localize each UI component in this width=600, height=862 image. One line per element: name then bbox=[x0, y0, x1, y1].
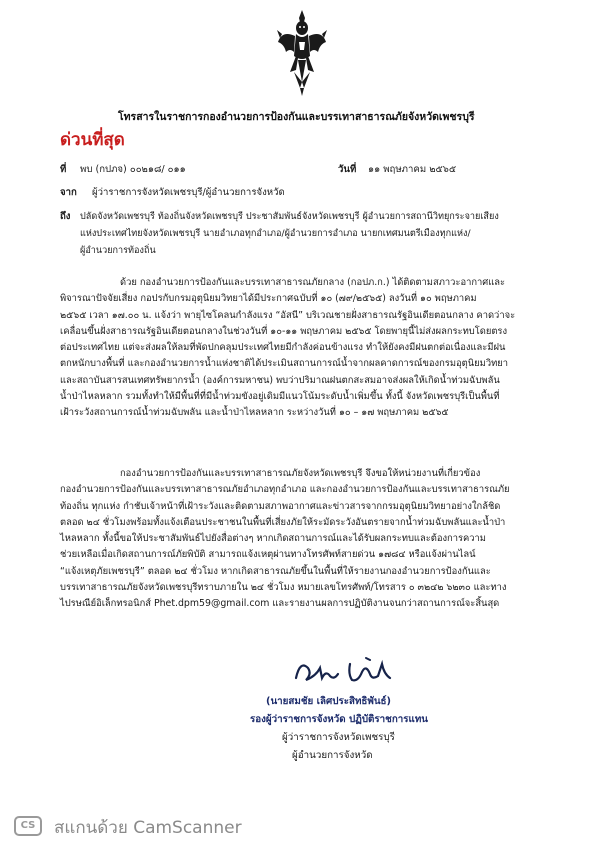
paragraph-line: ท้องถิ่น ทุกแห่ง กำชับเจ้าหน้าที่เฝ้าระวังและติดตามสภาพอากาศและข่าวสารจากกรมอุตุนิยมวิทยาอย่างใกล้ชิด bbox=[60, 500, 501, 512]
paragraph-line: กองอำนวยการป้องกันและบรรเทาสาธารณภัยจังหวัดเพชรบุรี จึงขอให้หน่วยงานที่เกี่ยวข้อง bbox=[120, 468, 481, 479]
paragraph-line: ไปรษณีย์อิเล็กทรอนิกส์ Phet.dpm59@gmail.com และรายงานผลการปฏิบัติงานจนกว่าสถานการณ์จะสิ้นสุด bbox=[60, 598, 500, 610]
paragraph-line: เฝ้าระวังสถานการณ์น้ำท่วมฉับพลัน และน้ำป่าไหลหลาก ระหว่างวันที่ ๑๐ – ๑๗ พฤษภาคม ๒๕๖๕ bbox=[60, 407, 449, 419]
body-paragraph-1 bbox=[60, 275, 560, 422]
date-value: ๑๑ พฤษภาคม ๒๕๖๕ bbox=[368, 164, 457, 175]
paragraph-line: ต่อประเทศไทย แต่จะส่งผลให้ลมที่พัดปกคลุมประเทศไทยมีกำลังค่อนข้างแรง ทำให้ยังคงมีฝนตกต่อเนื่องและมีฝน bbox=[60, 342, 506, 354]
signer-position: ผู้อำนวยการจังหวัด bbox=[292, 750, 373, 761]
document-title: โทรสารในราชการกองอำนวยการป้องกันและบรรเทาสาธารณภัยจังหวัดเพชรบุรี bbox=[118, 111, 475, 123]
urgency-label: ด่วนที่สุด bbox=[60, 130, 125, 150]
garuda-emblem-icon bbox=[276, 8, 328, 98]
signer-name: (นายสมชัย เลิศประสิทธิพันธ์) bbox=[266, 696, 391, 707]
body-paragraph-2 bbox=[60, 466, 560, 613]
signer-position: รองผู้ว่าราชการจังหวัด ปฏิบัติราชการแทน bbox=[250, 714, 428, 725]
date-label: วันที่ bbox=[338, 164, 357, 175]
paragraph-line: และสถาบันสารสนเทศทรัพยากรน้ำ (องค์การมหาชน) พบว่าปริมาณฝนตกสะสมอาจส่งผลให้เกิดน้ำท่วมฉับพลัน bbox=[60, 374, 500, 386]
signer-position: ผู้ว่าราชการจังหวัดเพชรบุรี bbox=[282, 732, 395, 743]
paragraph-line: ไหลหลาก ทั้งนี้ขอให้ประชาสัมพันธ์ไปยังสื่อต่างๆ หากเกิดสถานการณ์และได้รับผลกระทบและต้องการความ bbox=[60, 533, 486, 545]
handwritten-signature bbox=[290, 654, 400, 688]
paragraph-line: “แจ้งเหตุภัยเพชรบุรี” ตลอด ๒๔ ชั่วโมง หากเกิดสาธารณภัยขึ้นในพื้นที่ให้รายงานกองอำนวยการป้องกันและ bbox=[60, 565, 491, 577]
to-line: แห่งประเทศไทยจังหวัดเพชรบุรี นายอำเภอทุกอำเภอ/ผู้อำนวยการอำเภอ นายกเทศมนตรีเมืองทุกแห่ง/ bbox=[80, 229, 471, 239]
paragraph-line: เคลื่อนขึ้นฝั่งสาธารณรัฐอินเดียตอนกลางในช่วงวันที่ ๑๐-๑๑ พฤษภาคม ๒๕๖๕ โดยพายุนี้ไม่ส่งผลกระทบโดยตรง bbox=[60, 325, 508, 337]
from-value: ผู้ว่าราชการจังหวัดเพชรบุรี/ผู้อำนวยการจังหวัด bbox=[92, 187, 285, 198]
paragraph-line: ตลอด ๒๔ ชั่วโมงพร้อมทั้งแจ้งเตือนประชาชนในพื้นที่เสี่ยงภัยให้ระมัดระวังอันตรายจากน้ำท่วมฉับพลันและน้ำป่า bbox=[60, 516, 506, 528]
from-label: จาก bbox=[60, 187, 77, 198]
camscanner-watermark: สแกนด้วย CamScanner bbox=[54, 818, 242, 838]
ref-label: ที่ bbox=[60, 164, 67, 175]
to-line: ผู้อำนวยการท้องถิ่น bbox=[80, 246, 156, 256]
paragraph-line: ๒๕๖๕ เวลา ๑๗.๐๐ น. แจ้งว่า พายุไซโคลนกำลังแรง “อัสนี” บริเวณชายฝั่งสาธารณรัฐอินเดียตอนกลาง คาดว่าจะ bbox=[60, 309, 516, 321]
paragraph-line: พิจารณาปัจจัยเสี่ยง กอปรกับกรมอุตุนิยมวิทยาได้มีประกาศฉบับที่ ๑๐ (๗๙/๒๕๖๕) ลงวันที่ ๑๐ พฤษภาคม bbox=[60, 293, 477, 305]
paragraph-line: บรรเทาสาธารณภัยจังหวัดเพชรบุรีทราบภายใน ๒๔ ชั่วโมง หมายเลขโทรศัพท์/โทรสาร ๐ ๓๒๔๒ ๖๒๓๐ และทาง bbox=[60, 582, 507, 594]
paragraph-line: น้ำป่าไหลหลาก รวมทั้งทำให้มีพื้นที่ที่มีน้ำท่วมขังอยู่เดิมมีแนวโน้มระดับน้ำเพิ่มขึ้น ทั้งนี้ จังหวัดเพชรบุรีเป็นพื้นที่ bbox=[60, 391, 500, 403]
paragraph-line: กองอำนวยการป้องกันและบรรเทาสาธารณภัยอำเภอทุกอำเภอ และกองอำนวยการป้องกันและบรรเทาสาธารณภัย bbox=[60, 484, 510, 496]
to-label: ถึง bbox=[60, 211, 71, 222]
paragraph-line: ช่วยเหลือเมื่อเกิดสถานการณ์ภัยพิบัติ สามารถแจ้งเหตุผ่านทางโทรศัพท์สายด่วน ๑๗๘๔ หรือแจ้งผ่านไลน์ bbox=[60, 549, 476, 561]
ref-value: พบ (กปภจ) ๐๐๒๑๘/ ๐๑๑ bbox=[80, 164, 186, 175]
paragraph-line: ตกหนักบางพื้นที่ และกองอำนวยการน้ำแห่งชาติได้ประเมินสถานการณ์น้ำจากผลคาดการณ์ของกรมอุตุนิยมวิทยา bbox=[60, 358, 509, 370]
camscanner-logo-icon: CS bbox=[14, 816, 42, 836]
paragraph-line: ด้วย กองอำนวยการป้องกันและบรรเทาสาธารณภัยกลาง (กอปภ.ก.) ได้ติดตามสภาวะอากาศและ bbox=[120, 277, 506, 288]
to-line: ปลัดจังหวัดเพชรบุรี ท้องถิ่นจังหวัดเพชรบุรี ประชาสัมพันธ์จังหวัดเพชรบุรี ผู้อำนวยการสถานีวิทยุกระจายเสียง bbox=[80, 212, 499, 222]
